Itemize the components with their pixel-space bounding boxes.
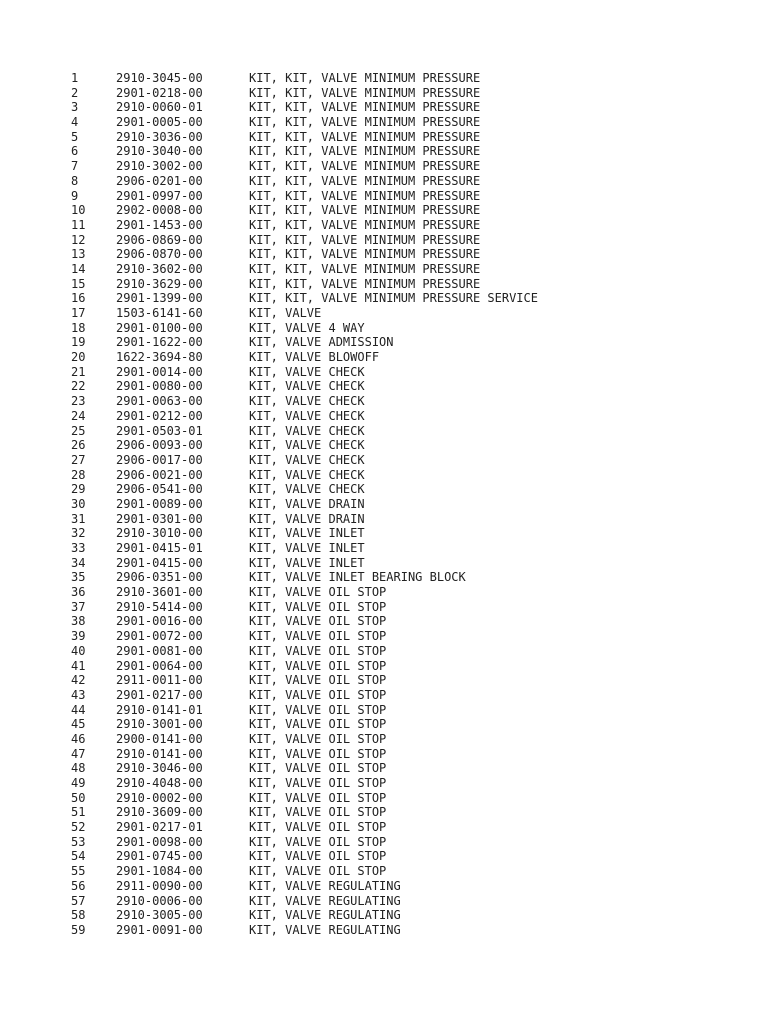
part-description: KIT, VALVE CHECK <box>249 423 365 438</box>
part-description: KIT, VALVE OIL STOP <box>249 643 387 658</box>
part-number: 2910-5414-00 <box>116 599 203 614</box>
row-number: 58 <box>71 908 86 923</box>
part-description: KIT, VALVE CHECK <box>249 379 365 394</box>
row-number: 41 <box>71 658 86 673</box>
part-description: KIT, VALVE DRAIN <box>249 511 365 526</box>
part-description: KIT, VALVE <box>249 306 322 320</box>
row-number: 31 <box>71 511 86 526</box>
row-number: 35 <box>71 570 86 585</box>
row-number: 30 <box>71 496 86 511</box>
row-number: 10 <box>71 203 86 218</box>
part-number: 2901-1622-00 <box>116 335 203 350</box>
part-number: 2910-0060-01 <box>116 100 203 115</box>
part-number: 2901-0217-00 <box>116 687 203 702</box>
row-number: 37 <box>71 599 86 614</box>
part-description: KIT, VALVE CHECK <box>249 452 365 467</box>
part-number: 2910-3001-00 <box>116 717 203 732</box>
part-description: KIT, VALVE OIL STOP <box>249 746 387 761</box>
row-number: 36 <box>71 585 86 600</box>
row-number: 25 <box>71 423 86 438</box>
part-description: KIT, VALVE OIL STOP <box>249 849 387 864</box>
row-number: 51 <box>71 805 86 820</box>
part-description: KIT, VALVE OIL STOP <box>249 702 387 717</box>
part-description: KIT, VALVE OIL STOP <box>249 834 387 849</box>
row-number: 27 <box>71 452 86 467</box>
row-number: 12 <box>71 232 86 247</box>
part-description: KIT, VALVE ADMISSION <box>249 335 394 350</box>
row-number: 5 <box>71 129 79 144</box>
row-number: 56 <box>71 878 86 893</box>
part-number: 2900-0141-00 <box>116 731 203 746</box>
row-number: 11 <box>71 217 86 232</box>
row-number: 26 <box>71 438 86 453</box>
row-number: 55 <box>71 864 86 879</box>
part-number: 2901-0091-00 <box>116 922 203 937</box>
row-number: 22 <box>71 379 86 394</box>
part-description: KIT, VALVE OIL STOP <box>249 658 387 673</box>
part-number: 2901-0081-00 <box>116 643 203 658</box>
row-number: 23 <box>71 394 86 409</box>
part-description: KIT, KIT, VALVE MINIMUM PRESSURE <box>249 232 481 247</box>
part-number: 2901-0005-00 <box>116 115 203 130</box>
part-number: 2906-0093-00 <box>116 438 203 453</box>
part-number: 2901-0415-01 <box>116 541 203 555</box>
part-number: 2910-3010-00 <box>116 526 203 541</box>
part-description: KIT, VALVE INLET <box>249 541 365 555</box>
part-description: KIT, KIT, VALVE MINIMUM PRESSURE <box>249 173 481 188</box>
part-number: 2910-3602-00 <box>116 261 203 276</box>
part-description: KIT, VALVE BLOWOFF <box>249 350 380 365</box>
part-description: KIT, VALVE CHECK <box>249 364 365 379</box>
part-number: 2901-0016-00 <box>116 614 203 629</box>
part-number: 2901-0072-00 <box>116 629 203 644</box>
part-number: 2901-0063-00 <box>116 394 203 409</box>
part-number: 2901-1084-00 <box>116 864 203 879</box>
row-number: 54 <box>71 849 86 864</box>
part-number: 2906-0017-00 <box>116 452 203 467</box>
part-number: 2906-0870-00 <box>116 247 203 262</box>
part-number: 2910-3046-00 <box>116 761 203 776</box>
part-description: KIT, KIT, VALVE MINIMUM PRESSURE <box>249 115 481 130</box>
part-description: KIT, VALVE REGULATING <box>249 922 401 937</box>
row-number: 7 <box>71 159 79 174</box>
part-number: 2910-3036-00 <box>116 129 203 144</box>
part-number: 2906-0201-00 <box>116 173 203 188</box>
part-description: KIT, VALVE OIL STOP <box>249 585 387 600</box>
row-number: 43 <box>71 687 86 702</box>
part-description: KIT, KIT, VALVE MINIMUM PRESSURE <box>249 159 481 174</box>
row-number: 28 <box>71 467 86 482</box>
part-number: 2910-3609-00 <box>116 805 203 820</box>
part-description: KIT, VALVE OIL STOP <box>249 864 387 879</box>
part-number: 2902-0008-00 <box>116 203 203 218</box>
row-number: 34 <box>71 555 86 570</box>
row-number: 14 <box>71 261 86 276</box>
row-number: 24 <box>71 408 86 423</box>
part-description: KIT, KIT, VALVE MINIMUM PRESSURE <box>249 276 481 291</box>
row-number: 38 <box>71 614 86 629</box>
part-number: 2910-0006-00 <box>116 893 203 908</box>
row-number: 17 <box>71 306 86 320</box>
row-number: 39 <box>71 629 86 644</box>
part-number: 2901-0014-00 <box>116 364 203 379</box>
part-number: 2911-0090-00 <box>116 878 203 893</box>
part-number: 2910-3629-00 <box>116 276 203 291</box>
part-number: 2901-0212-00 <box>116 408 203 423</box>
part-number: 2901-0415-00 <box>116 555 203 570</box>
part-number: 2911-0011-00 <box>116 673 203 688</box>
part-description: KIT, VALVE CHECK <box>249 438 365 453</box>
part-number: 2901-0301-00 <box>116 511 203 526</box>
part-number: 2910-0002-00 <box>116 790 203 805</box>
row-number: 13 <box>71 247 86 262</box>
row-number: 20 <box>71 350 86 365</box>
part-description: KIT, KIT, VALVE MINIMUM PRESSURE <box>249 85 481 100</box>
part-description: KIT, KIT, VALVE MINIMUM PRESSURE <box>249 261 481 276</box>
part-description: KIT, VALVE OIL STOP <box>249 820 387 835</box>
part-number: 2901-0080-00 <box>116 379 203 394</box>
row-number: 46 <box>71 731 86 746</box>
part-description: KIT, VALVE OIL STOP <box>249 717 387 732</box>
part-description: KIT, VALVE OIL STOP <box>249 629 387 644</box>
part-description: KIT, KIT, VALVE MINIMUM PRESSURE <box>249 71 481 85</box>
row-number: 19 <box>71 335 86 350</box>
row-number: 21 <box>71 364 86 379</box>
part-description: KIT, VALVE DRAIN <box>249 496 365 511</box>
part-description: KIT, VALVE OIL STOP <box>249 673 387 688</box>
part-description: KIT, KIT, VALVE MINIMUM PRESSURE <box>249 203 481 218</box>
part-number: 2901-1453-00 <box>116 217 203 232</box>
part-description: KIT, VALVE 4 WAY <box>249 320 365 335</box>
row-number: 52 <box>71 820 86 835</box>
row-number: 48 <box>71 761 86 776</box>
part-number: 2910-4048-00 <box>116 776 203 790</box>
row-number: 44 <box>71 702 86 717</box>
part-number: 2906-0021-00 <box>116 467 203 482</box>
row-number: 45 <box>71 717 86 732</box>
part-description: KIT, KIT, VALVE MINIMUM PRESSURE <box>249 144 481 159</box>
part-description: KIT, KIT, VALVE MINIMUM PRESSURE <box>249 247 481 262</box>
part-number: 2901-0218-00 <box>116 85 203 100</box>
part-description: KIT, VALVE CHECK <box>249 408 365 423</box>
row-number: 47 <box>71 746 86 761</box>
part-description: KIT, VALVE REGULATING <box>249 878 401 893</box>
part-description: KIT, VALVE OIL STOP <box>249 599 387 614</box>
part-description: KIT, KIT, VALVE MINIMUM PRESSURE <box>249 188 481 203</box>
part-description: KIT, VALVE CHECK <box>249 482 365 497</box>
part-description: KIT, VALVE OIL STOP <box>249 731 387 746</box>
row-number: 40 <box>71 643 86 658</box>
part-number: 2901-1399-00 <box>116 291 203 306</box>
part-description: KIT, KIT, VALVE MINIMUM PRESSURE <box>249 129 481 144</box>
part-number: 2910-3601-00 <box>116 585 203 600</box>
row-number: 59 <box>71 922 86 937</box>
row-number: 2 <box>71 85 79 100</box>
part-number: 2906-0541-00 <box>116 482 203 497</box>
part-description: KIT, VALVE CHECK <box>249 394 365 409</box>
part-description: KIT, VALVE OIL STOP <box>249 761 387 776</box>
part-number: 2901-0089-00 <box>116 496 203 511</box>
part-description: KIT, VALVE CHECK <box>249 467 365 482</box>
part-number: 2901-0745-00 <box>116 849 203 864</box>
row-number: 16 <box>71 291 86 306</box>
row-number: 6 <box>71 144 79 159</box>
part-description: KIT, VALVE REGULATING <box>249 893 401 908</box>
part-number: 2910-3040-00 <box>116 144 203 159</box>
row-number: 4 <box>71 115 79 130</box>
part-number: 1622-3694-80 <box>116 350 203 365</box>
part-number: 2910-3005-00 <box>116 908 203 923</box>
row-number: 18 <box>71 320 86 335</box>
row-number: 9 <box>71 188 79 203</box>
row-number: 8 <box>71 173 79 188</box>
row-number: 3 <box>71 100 79 115</box>
row-number: 42 <box>71 673 86 688</box>
part-number: 2910-0141-01 <box>116 702 203 717</box>
part-description: KIT, VALVE OIL STOP <box>249 687 387 702</box>
part-description: KIT, KIT, VALVE MINIMUM PRESSURE SERVICE <box>249 291 538 306</box>
part-description: KIT, VALVE INLET <box>249 526 365 541</box>
part-description: KIT, VALVE OIL STOP <box>249 776 387 790</box>
row-number: 57 <box>71 893 86 908</box>
part-number: 2910-3002-00 <box>116 159 203 174</box>
part-number: 2901-0098-00 <box>116 834 203 849</box>
part-number: 2901-0217-01 <box>116 820 203 835</box>
part-description: KIT, VALVE INLET <box>249 555 365 570</box>
part-number: 2906-0869-00 <box>116 232 203 247</box>
part-description: KIT, VALVE OIL STOP <box>249 790 387 805</box>
part-number: 2901-0503-01 <box>116 423 203 438</box>
part-description: KIT, VALVE OIL STOP <box>249 614 387 629</box>
part-description: KIT, VALVE REGULATING <box>249 908 401 923</box>
part-description: KIT, KIT, VALVE MINIMUM PRESSURE <box>249 100 481 115</box>
part-number: 2901-0997-00 <box>116 188 203 203</box>
part-description: KIT, KIT, VALVE MINIMUM PRESSURE <box>249 217 481 232</box>
row-number: 50 <box>71 790 86 805</box>
row-number: 33 <box>71 541 86 555</box>
row-number: 53 <box>71 834 86 849</box>
part-description: KIT, VALVE OIL STOP <box>249 805 387 820</box>
row-number: 49 <box>71 776 86 790</box>
part-description: KIT, VALVE INLET BEARING BLOCK <box>249 570 466 585</box>
row-number: 15 <box>71 276 86 291</box>
part-number: 1503-6141-60 <box>116 306 203 320</box>
part-number: 2906-0351-00 <box>116 570 203 585</box>
row-number: 1 <box>71 71 79 85</box>
part-number: 2901-0100-00 <box>116 320 203 335</box>
row-number: 32 <box>71 526 86 541</box>
part-number: 2910-3045-00 <box>116 71 203 85</box>
part-number: 2901-0064-00 <box>116 658 203 673</box>
part-number: 2910-0141-00 <box>116 746 203 761</box>
row-number: 29 <box>71 482 86 497</box>
